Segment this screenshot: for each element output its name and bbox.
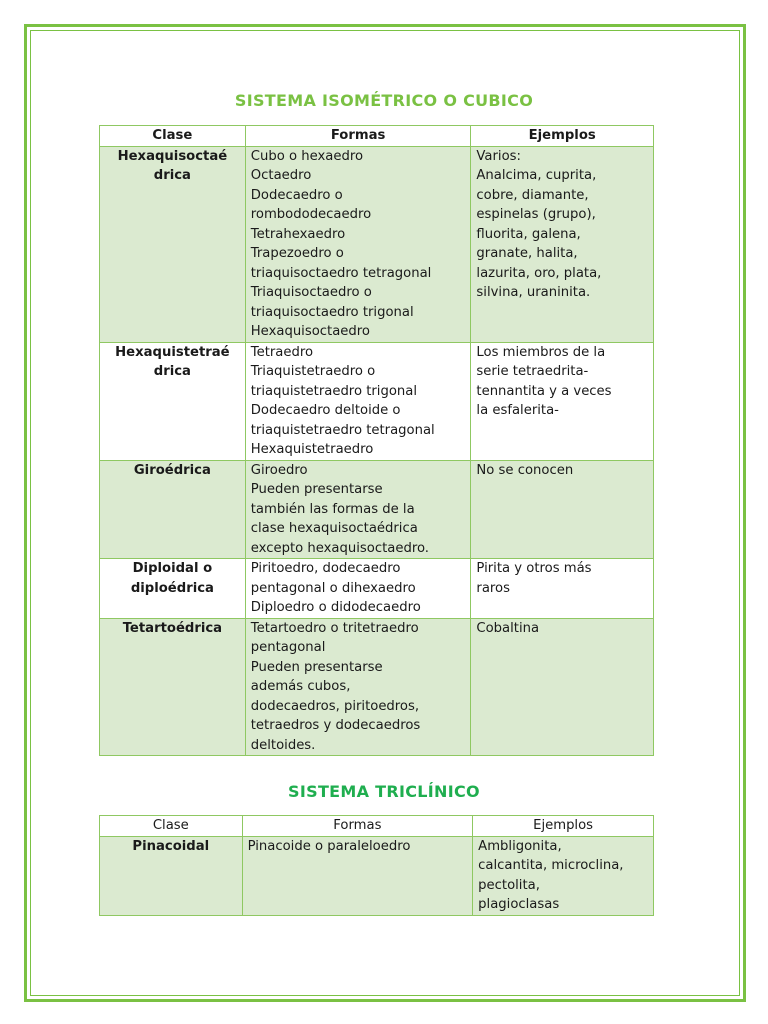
forms-line: Hexaquisoctaedro — [250, 324, 370, 339]
header-clase: Clase — [100, 816, 243, 837]
examples-line: pectolita, — [478, 877, 540, 893]
isometric-system-title: SISTEMA ISOMÉTRICO O CUBICO — [234, 91, 534, 110]
forms-line: Trapezoedro o — [250, 246, 344, 261]
forms-line: triaquistetraedro tetragonal — [250, 422, 435, 438]
examples-cell — [471, 559, 654, 619]
forms-line: pentagonal o dihexaedro — [250, 580, 416, 596]
forms-line: triaquisoctaedro tetragonal — [250, 265, 432, 281]
table-header-row — [100, 816, 654, 837]
class-cell — [100, 559, 246, 619]
class-line: Giroédrica — [133, 462, 211, 478]
table-header-row — [100, 126, 654, 147]
forms-line: dodecaedros, piritoedros, — [250, 698, 420, 714]
examples-cell — [471, 342, 654, 460]
class-line: Tetartoédrica — [122, 620, 223, 636]
class-line: Diploidal o — [132, 561, 213, 576]
forms-cell — [245, 146, 471, 342]
examples-line: espinelas (grupo), — [476, 207, 596, 222]
forms-cell — [245, 559, 471, 619]
examples-line: cobre, diamante, — [476, 187, 589, 203]
header-formas: Formas — [242, 816, 473, 837]
examples-line: Pirita y otros más — [476, 561, 592, 576]
table-row — [100, 460, 654, 559]
class-line: Hexaquisoctaé — [117, 148, 228, 164]
table-row — [100, 146, 654, 342]
forms-line: Piritoedro, dodecaedro — [250, 561, 401, 576]
class-cell — [100, 146, 246, 342]
examples-line: la esfalerita- — [476, 403, 559, 418]
table-row — [100, 618, 654, 756]
class-line: drica — [153, 168, 191, 183]
isometric-table — [99, 125, 654, 756]
forms-line: Hexaquistetraedro — [250, 442, 374, 457]
forms-line: excepto hexaquisoctaedro. — [250, 540, 429, 556]
class-line: Hexaquistetraé — [115, 344, 230, 360]
forms-line: también las formas de la — [250, 501, 415, 517]
examples-line: Varios: — [476, 148, 521, 164]
table-row — [100, 836, 654, 915]
examples-line: Los miembros de la — [476, 344, 606, 360]
forms-cell — [245, 618, 471, 756]
forms-line: Pueden presentarse — [250, 482, 383, 497]
forms-line: deltoides. — [250, 737, 316, 753]
forms-line: Cubo o hexaedro — [250, 148, 364, 164]
class-cell — [100, 836, 243, 915]
class-line: Pinacoidal — [132, 838, 210, 854]
examples-line: serie tetraedrita- — [476, 364, 589, 379]
forms-line: Pinacoide o paraleloedro — [247, 838, 411, 854]
class-line: drica — [153, 364, 191, 379]
header-formas: Formas — [245, 126, 471, 147]
forms-cell — [242, 836, 473, 915]
header-ejemplos: Ejemplos — [473, 816, 654, 837]
forms-cell — [245, 460, 471, 559]
header-ejemplos: Ejemplos — [471, 126, 654, 147]
examples-line: Analcima, cuprita, — [476, 168, 597, 183]
examples-cell — [473, 836, 654, 915]
table-row — [100, 342, 654, 460]
forms-line: Tetraedro — [250, 344, 314, 360]
forms-line: Tetartoedro o tritetraedro — [250, 620, 419, 636]
examples-line: raros — [476, 580, 510, 596]
table-row — [100, 559, 654, 619]
examples-line: silvina, uraninita. — [476, 285, 591, 300]
class-line: diploédrica — [130, 580, 214, 596]
examples-line: fluorita, galena, — [476, 226, 581, 242]
forms-line: Giroedro — [250, 462, 308, 478]
forms-line: Octaedro — [250, 168, 312, 183]
forms-line: clase hexaquisoctaédrica — [250, 521, 418, 536]
forms-line: triaquisoctaedro trigonal — [250, 304, 414, 320]
examples-cell — [471, 460, 654, 559]
forms-line: rombododecaedro — [250, 207, 372, 222]
examples-line: calcantita, microclina, — [478, 858, 624, 873]
examples-cell — [471, 618, 654, 756]
examples-line: granate, halita, — [476, 246, 578, 261]
examples-line: plagioclasas — [478, 897, 560, 912]
class-cell — [100, 342, 246, 460]
forms-line: Triaquisoctaedro o — [250, 285, 372, 300]
examples-line: tennantita y a veces — [476, 383, 612, 399]
forms-line: Diploedro o didodecaedro — [250, 600, 421, 615]
forms-line: Pueden presentarse — [250, 659, 383, 675]
forms-line: Tetrahexaedro — [250, 226, 346, 242]
examples-line: Ambligonita, — [478, 838, 562, 854]
forms-line: triaquistetraedro trigonal — [250, 383, 417, 399]
forms-line: tetraedros y dodecaedros — [250, 718, 421, 733]
forms-line: Dodecaedro o — [250, 187, 343, 203]
class-cell — [100, 460, 246, 559]
examples-line: No se conocen — [476, 462, 574, 478]
forms-cell — [245, 342, 471, 460]
forms-line: Dodecaedro deltoide o — [250, 403, 401, 418]
class-cell — [100, 618, 246, 756]
forms-line: Triaquistetraedro o — [250, 364, 376, 379]
examples-line: lazurita, oro, plata, — [476, 265, 602, 281]
examples-cell — [471, 146, 654, 342]
examples-line: Cobaltina — [476, 620, 540, 636]
forms-line: pentagonal — [250, 640, 326, 655]
forms-line: además cubos, — [250, 679, 351, 694]
triclinic-table — [99, 815, 654, 916]
triclinic-system-title: SISTEMA TRICLÍNICO — [288, 782, 480, 801]
header-clase: Clase — [100, 126, 246, 147]
